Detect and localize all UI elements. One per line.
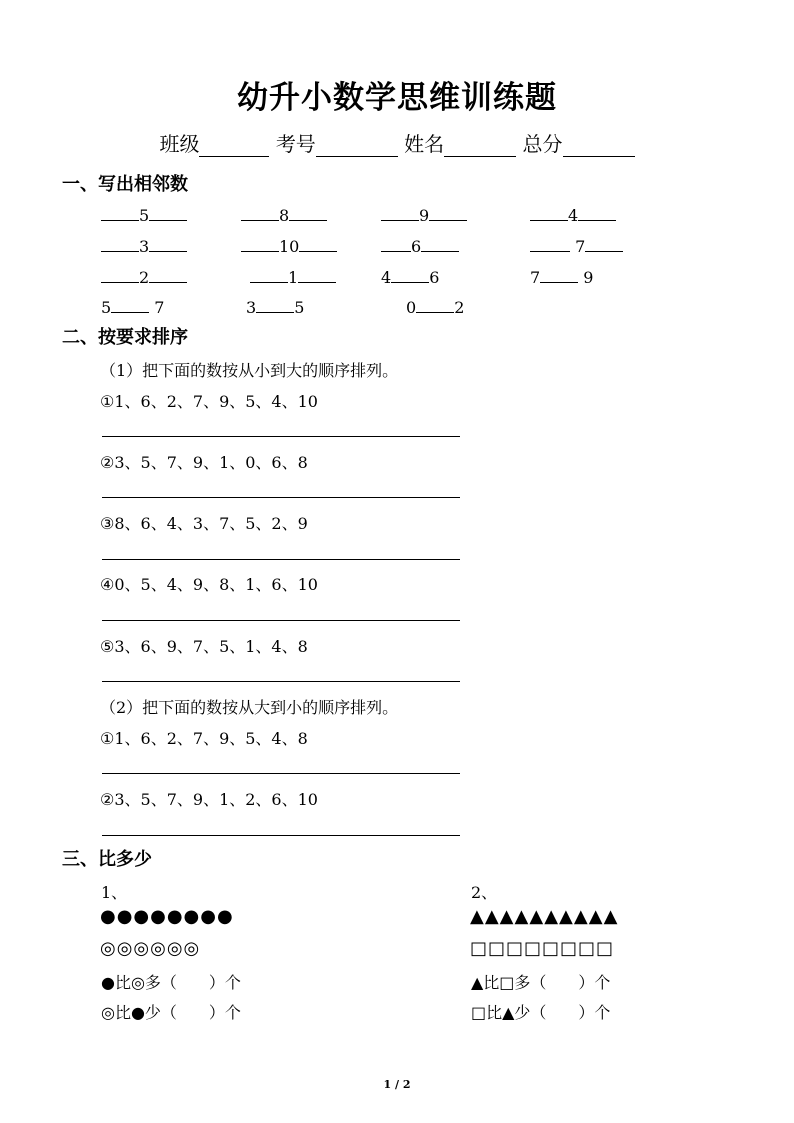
number: 1 <box>288 268 299 287</box>
answer-line[interactable] <box>102 773 460 774</box>
score-field[interactable] <box>563 134 635 157</box>
answer-blank[interactable] <box>381 235 411 252</box>
question-label: 2、 <box>471 883 498 902</box>
answer-blank[interactable] <box>530 204 568 221</box>
answer-blank[interactable] <box>530 235 570 252</box>
answer-blank[interactable] <box>101 204 139 221</box>
number: 6 <box>429 268 440 287</box>
section-heading-3: 三、比多少 <box>62 849 152 870</box>
answer-blank[interactable] <box>421 235 459 252</box>
answer-blank[interactable] <box>101 235 139 252</box>
number: 2 <box>139 268 150 287</box>
answer-blank[interactable] <box>256 296 294 313</box>
neighbor-item <box>530 235 623 257</box>
answer-blank[interactable] <box>149 266 187 283</box>
sequence-item: ②3、5、7、9、1、0、6、8 <box>100 453 308 472</box>
neighbor-item <box>406 296 464 318</box>
number: 2 <box>454 298 465 317</box>
answer-line[interactable] <box>102 620 460 621</box>
neighbor-item <box>241 235 337 257</box>
triangles-row: ▲▲▲▲▲▲▲▲▲▲ <box>470 906 619 927</box>
sequence-item: ③8、6、4、3、7、5、2、9 <box>100 514 308 533</box>
answer-line[interactable] <box>102 681 460 682</box>
number: 6 <box>411 237 422 256</box>
neighbor-item <box>530 204 616 226</box>
sequence-item: ②3、5、7、9、1、2、6、10 <box>100 790 318 809</box>
number: 4 <box>568 206 579 225</box>
answer-blank[interactable] <box>111 296 149 313</box>
neighbor-item <box>101 266 187 288</box>
number: 9 <box>419 206 430 225</box>
neighbor-item <box>381 204 467 226</box>
number: 8 <box>279 206 290 225</box>
class-field[interactable] <box>199 134 269 157</box>
number: 5 <box>294 298 305 317</box>
compare-question: ●比◎多（ ）个 <box>101 973 241 992</box>
answer-blank[interactable] <box>298 266 336 283</box>
number: 3 <box>139 237 150 256</box>
neighbor-item <box>101 296 164 318</box>
number: 7 <box>154 298 165 317</box>
number: 0 <box>406 298 417 317</box>
answer-blank[interactable] <box>585 235 623 252</box>
answer-line[interactable] <box>102 559 460 560</box>
answer-line[interactable] <box>102 835 460 836</box>
page-number: 1 / 2 <box>383 1078 411 1091</box>
compare-question: ▲比□多（ ）个 <box>471 973 611 992</box>
neighbor-item <box>250 266 336 288</box>
number-label: 考号 <box>275 132 316 156</box>
sequence-item: ④0、5、4、9、8、1、6、10 <box>100 575 318 594</box>
number: 9 <box>583 268 594 287</box>
compare-question: □比▲少（ ）个 <box>471 1003 611 1022</box>
squares-row: □□□□□□□□ <box>470 938 615 959</box>
name-label: 姓名 <box>404 132 445 156</box>
page-title: 幼升小数学思维训练题 <box>237 80 557 116</box>
number: 4 <box>381 268 392 287</box>
answer-blank[interactable] <box>540 266 578 283</box>
name-field[interactable] <box>444 134 516 157</box>
number: 5 <box>139 206 150 225</box>
answer-blank[interactable] <box>241 204 279 221</box>
number: 10 <box>279 237 300 256</box>
filled-circles-row: ●●●●●●●● <box>100 906 234 927</box>
neighbor-item <box>241 204 327 226</box>
answer-blank[interactable] <box>299 235 337 252</box>
neighbor-item <box>101 204 187 226</box>
number: 7 <box>530 268 541 287</box>
score-label: 总分 <box>522 132 563 156</box>
neighbor-item <box>381 235 459 257</box>
answer-line[interactable] <box>102 436 460 437</box>
answer-blank[interactable] <box>250 266 288 283</box>
neighbor-item <box>101 235 187 257</box>
instruction-descending: （2）把下面的数按从大到小的顺序排列。 <box>100 698 399 717</box>
answer-blank[interactable] <box>149 235 187 252</box>
class-label: 班级 <box>159 132 200 156</box>
question-label: 1、 <box>101 883 128 902</box>
answer-blank[interactable] <box>101 266 139 283</box>
sequence-item: ⑤3、6、9、7、5、1、4、8 <box>100 637 308 656</box>
number-field[interactable] <box>316 134 398 157</box>
answer-blank[interactable] <box>416 296 454 313</box>
sequence-item: ①1、6、2、7、9、5、4、10 <box>100 392 318 411</box>
instruction-ascending: （1）把下面的数按从小到大的顺序排列。 <box>100 361 399 380</box>
section-heading-1: 一、写出相邻数 <box>62 174 188 195</box>
answer-blank[interactable] <box>241 235 279 252</box>
answer-blank[interactable] <box>391 266 429 283</box>
answer-blank[interactable] <box>578 204 616 221</box>
answer-blank[interactable] <box>381 204 419 221</box>
answer-blank[interactable] <box>289 204 327 221</box>
answer-line[interactable] <box>102 497 460 498</box>
answer-blank[interactable] <box>149 204 187 221</box>
number: 7 <box>575 237 586 256</box>
neighbor-item <box>246 296 304 318</box>
number: 5 <box>101 298 112 317</box>
compare-question: ◎比●少（ ）个 <box>101 1003 241 1022</box>
sequence-item: ①1、6、2、7、9、5、4、8 <box>100 729 308 748</box>
neighbor-item <box>530 266 593 288</box>
neighbor-item <box>381 266 439 288</box>
ring-circles-row: ◎◎◎◎◎◎ <box>100 938 201 959</box>
number: 3 <box>246 298 257 317</box>
section-heading-2: 二、按要求排序 <box>62 327 188 348</box>
info-header <box>0 128 794 157</box>
answer-blank[interactable] <box>429 204 467 221</box>
